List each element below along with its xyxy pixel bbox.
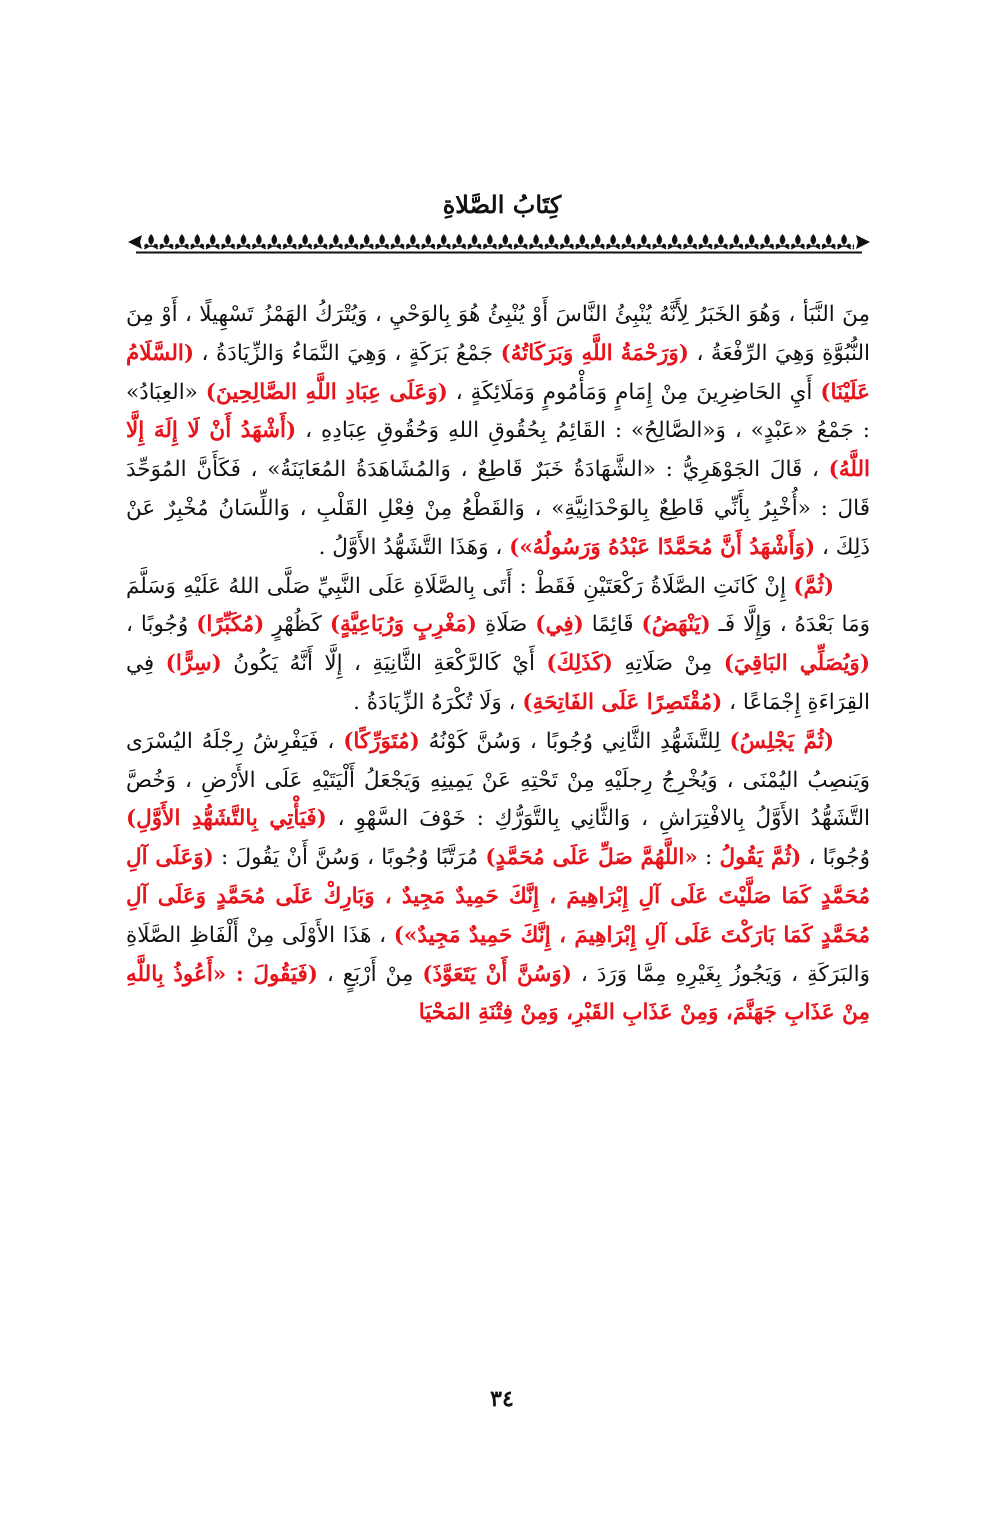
commentary-text: وُجُوبًا ،: [801, 845, 870, 871]
quoted-matn-text: (ثُمَّ يَقُولُ: [719, 845, 802, 871]
commentary-text: ، فَيَفْرِشُ رِجْلَهُ اليُسْرَى وَيَنصِبُ اليُمْنَى ، وَيُخْرِجُ رِجلَيْهِ مِنْ تَحْتِهِ عَنْ يَمِينِهِ وَيَجْعَلُ أَلْيَتَيْهِ عَلَى الأَرْضِ ، وَخُصَّ التَّشَهُّدُ الأَوَّلُ بِالافْتِرَاشِ ، وَالثَّانِي بِالتَّوَرُّكِ : خَوْفَ السَّهْوِ ،: [126, 728, 870, 832]
commentary-text: أَيِ الحَاضِرِينَ مِنْ إِمَامٍ وَمَأْمُومٍ وَمَلَائِكَةٍ ،: [447, 379, 821, 405]
page-number: ٣٤: [490, 1386, 514, 1412]
commentary-text: إِنْ كَانَتِ الصَّلَاةُ رَكْعَتَيْنِ فَقَطْ : أَتَى بِالصَّلَاةِ عَلَى النَّبِيِّ صَلَّى اللهُ عَلَيْهِ وَسَلَّمَ وَمَا بَعْدَهُ ، وَإِلَّا فَـ: [126, 573, 870, 638]
commentary-text: فِي القِرَاءَةِ إِجْمَاعًا ،: [126, 651, 870, 715]
commentary-text: لِلتَّشَهُّدِ الثَّانِي وُجُوبًا ، وَسُنَّ كَوْنُهُ: [419, 728, 730, 754]
quoted-matn-text: (فِي): [535, 612, 584, 638]
quoted-matn-text: (مَغْرِبٍ وَرُبَاعِيَّةٍ): [329, 612, 477, 638]
commentary-text: مِنَ النَّبَأ ، وَهُوَ الخَبَرُ لِأَنَّهُ يُنْبِئُ النَّاسَ أَوْ يُنْبِئُ هُوَ بِالوَحْيِ ، وَيُتْرَكُ الهَمْزُ تَسْهِيلًا ، أَوْ مِنَ النُّبُوَّةِ وَهِيَ الرِّفْعَةُ ،: [126, 302, 870, 366]
quoted-matn-text: (كَذَلِكَ): [546, 651, 613, 677]
quoted-matn-text: (وَرَحْمَةُ اللَّهِ وَبَرَكَاتُهُ): [500, 340, 689, 366]
quoted-matn-text: (السَّلَامُ عَلَيْنَا): [126, 340, 870, 405]
quoted-matn-text: (وَعَلَى آلِ مُحَمَّدٍ كَمَا صَلَّيْتَ عَلَى آلِ إِبْرَاهِيمَ ، إِنَّكَ حَمِيدٌ مَجِيدٌ ، وَبَارِكْ عَلَى مُحَمَّدٍ وَعَلَى آلِ مُحَمَّدٍ كَمَا بَارَكْتَ عَلَى آلِ إِبْرَاهِيمَ ، إِنَّكَ حَمِيدٌ مَجِيدٌ»): [126, 845, 871, 948]
commentary-text: ، وَلَا تُكْرَهُ الزِّيَادَةُ .: [353, 689, 523, 715]
commentary-text: ، قَالَ الجَوْهَرِيُّ : «الشَّهَادَةُ خَبَرٌ قَاطِعٌ ، وَالمُشَاهَدَةُ المُعَايَنَةُ» ، فَكَأَنَّ المُوَحِّدَ قَالَ : «أُخْبِرُ بِأَنِّي قَاطِعٌ بِالوَحْدَانِيَّةِ» ، وَالقَطْعُ مِنْ فِعْلِ القَلْبِ ، وَاللِّسَانُ مُخْبِرٌ عَنْ ذَلِكَ ،: [126, 457, 870, 560]
quoted-matn-text: (مُتَوَرِّكًا): [343, 728, 420, 754]
commentary-text: ، هَذَا الأَوْلَى مِنْ أَلْفَاظِ الصَّلَاةِ وَالبَرَكَةِ ، وَيَجُوزُ بِغَيْرِهِ مِمَّا وَرَدَ ،: [126, 922, 870, 987]
commentary-text: :: [697, 845, 720, 871]
paragraph: [126, 296, 870, 568]
commentary-text: جَمْعُ بَرَكَةٍ ، وَهِيَ النَّمَاءُ وَالزِّيَادَةُ ،: [194, 340, 501, 366]
quoted-matn-text: (فَيَقُولَ : «أَعُوذُ بِاللَّهِ مِنْ عَذَابِ جَهَنَّمَ، وَمِنْ عَذَابِ القَبْرِ، وَمِنْ فِتْنَةِ المَحْيَا: [126, 961, 870, 1026]
commentary-text: مُرَتَّبًا وُجُوبًا ، وَسُنَّ أَنْ يَقُولَ :: [213, 845, 486, 871]
commentary-text: أَيْ كَالرَّكْعَةِ الثَّانِيَةِ ، إِلَّا أَنَّهُ يَكُونُ: [221, 651, 547, 677]
ornament-divider-icon: [128, 232, 870, 254]
quoted-matn-text: (ثُمَّ): [793, 573, 834, 599]
commentary-text: مِنْ أَرْبَعٍ ،: [317, 961, 423, 987]
quoted-matn-text: (مُقْتَصِرًا عَلَى الفَاتِحَةِ): [522, 689, 723, 715]
quoted-matn-text: (ثُمَّ يَجْلِسُ): [729, 728, 835, 754]
quoted-matn-text: (سِرًّا): [165, 651, 222, 677]
paragraph: [126, 568, 870, 723]
commentary-text: وُجُوبًا ،: [126, 612, 197, 638]
quoted-matn-text: (مُكَبِّرًا): [196, 612, 265, 638]
quoted-matn-text: (وَأَشْهَدُ أَنَّ مُحَمَّدًا عَبْدُهُ وَرَسُولُهُ»): [509, 534, 816, 560]
quoted-matn-text: «اللَّهُمَّ صَلِّ عَلَى مُحَمَّدٍ): [485, 845, 698, 871]
commentary-text: ، وَهَذَا التَّشَهُّدُ الأَوَّلُ .: [318, 534, 510, 560]
quoted-matn-text: (وَيُصَلِّي البَاقِيَ): [723, 651, 870, 677]
commentary-text: مِنْ صَلَاتِهِ: [612, 651, 724, 677]
quoted-matn-text: (وَعَلَى عِبَادِ اللَّهِ الصَّالِحِينَ): [205, 379, 448, 405]
commentary-text: قَائِمًا: [583, 612, 642, 638]
paragraph: [126, 723, 870, 1033]
commentary-text: كَظُهْرٍ: [264, 612, 330, 638]
chapter-title: كِتَابُ الصَّلاةِ: [442, 190, 562, 219]
quoted-matn-text: (فَيَأْتِي بِالتَّشَهُّدِ الأَوَّلِ): [126, 806, 327, 832]
quoted-matn-text: (أَشْهَدُ أَنْ لَا إِلَهَ إِلَّا اللَّهُ): [126, 418, 870, 483]
quoted-matn-text: (وَسُنَّ أَنْ يَتَعَوَّذَ): [422, 961, 572, 987]
commentary-text: صَلَاةِ: [476, 612, 536, 638]
main-text: [126, 296, 870, 1033]
quoted-matn-text: (يَنْهَضُ): [641, 612, 711, 638]
commentary-text: «العِبَادُ» : جَمْعُ «عَبْدٍ» ، وَ«الصَّالِحُ» : القَائِمُ بِحُقُوقِ اللهِ وَحُقُوقِ عِبَادِهِ ،: [126, 379, 870, 444]
